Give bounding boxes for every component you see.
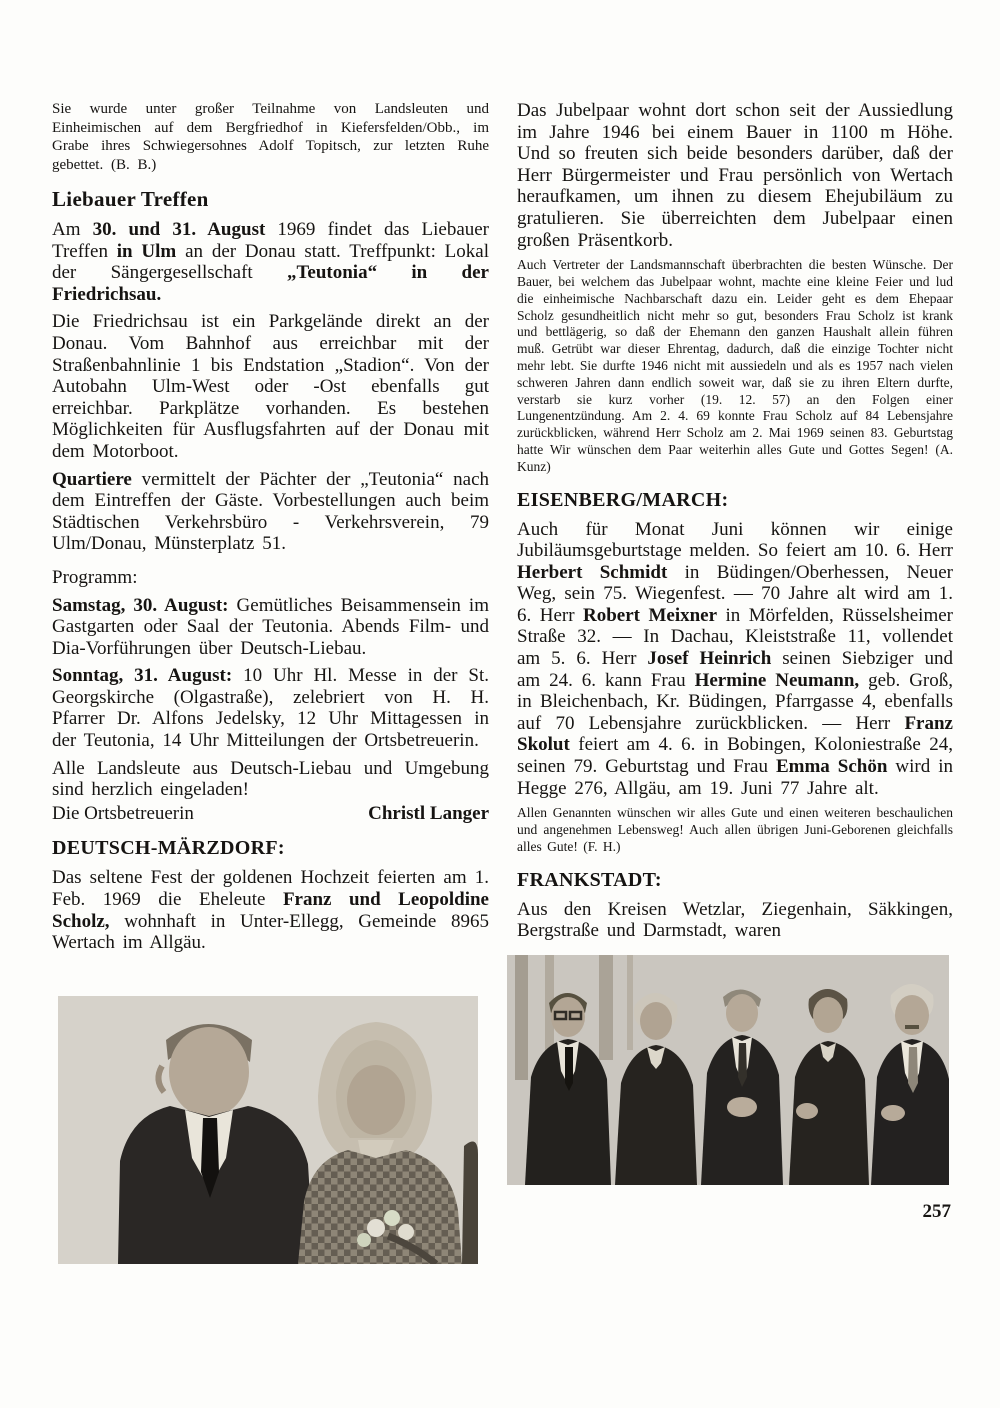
right-column: [517, 100, 953, 1223]
programm-sonntag-paragraph: Sonntag, 31. August: 10 Uhr Hl. Messe in der St. Georgskirche (Olgastraße), zelebriert von H. H. Pfarrer Dr. Alfons Jedelsky, 12 Uhr Mittagessen in der Teutonia, 14 Uhr Mitteilungen der Ortsbetreuerin.: [52, 665, 490, 752]
burial-notice-paragraph: Sie wurde unter großer Teilnahme von Landsleuten und Einheimischen auf dem Bergfriedhof in Kiefersfelden/Obb., im Grabe ihres Schwiegersohnes Adolf Topitsch, zur letzten Ruhe gebettet. (B. B.): [52, 101, 489, 173]
signature-role: Die Ortsbetreuerin: [52, 802, 194, 824]
section-heading-deutsch-maerzdorf: DEUTSCH-MÄRZDORF:: [52, 837, 285, 860]
jubelpaar-paragraph: Das Jubelpaar wohnt dort schon seit der Aussiedlung im Jahre 1946 bei einem Bauer in 1100 m Höhe. Und so freuten sich beide besonders darüber, daß der Herr Bürgermeister und Frau persönlich von Wertach heraufkamen, um ihnen zu diesem Ehejubiläum zu gratulieren. Sie überreichten dem Jubelpaar einen großen Präsentkorb.: [517, 100, 953, 251]
quartiere-paragraph: Quartiere vermittelt der Pächter der „Teutonia“ nach dem Eintreffen der Gäste. Vorbestellungen auch beim Städtischen Verkehrsbüro - Verkehrsverein, 79 Ulm/Donau, Münsterplatz 51.: [52, 468, 489, 555]
signature-row: [52, 803, 489, 825]
juni-geburtstage-paragraph: Auch für Monat Juni können wir einige Jubiläumsgeburtstage melden. So feiert am 10. 6. Herr Herbert Schmidt in Büdingen/Oberhessen, Neuer Weg, sein 75. Wiegenfest. — 70 Jahre alt wird am 1. 6. Herr Robert Meixner in Mörfelden, Rüsselsheimer Straße 32. — In Dachau, Kleiststraße 11, vollendet am 5. 6. Herr Josef Heinrich seinen Siebziger und am 24. 6. kann Frau Hermine Neumann, geb. Groß, in Bleichenbach, Kr. Büdingen, Pfarrgasse 4, ebenfalls auf 70 Lebensjahre zurückblicken. — Herr Franz Skolut feiert am 4. 6. in Bobingen, Koloniestraße 24, seinen 79. Geburtstag und Frau Emma Schön wird in Hegge 276, Allgäu, am 19. Juni 77 Jahre alt.: [517, 518, 954, 799]
jubilee-details-paragraph: Auch Vertreter der Landsmannschaft überbrachten die besten Wünsche. Der Bauer, bei welchem das Jubelpaar wohnt, machte eine kleine Feier und lud die einheimische Nachbarschaft dazu ein. Leider geht es dem Ehepaar Scholz gesundheitlich nicht mehr so gut, besonders Frau Scholz ist krank und bettlägerig, so daß der Ehemann den ganzen Haushalt allein führen muß. Getrübt war dieser Ehrentag, dadurch, daß die einzige Tochter nicht mehr lebt. Sie durfte 1946 nicht mit aussiedeln und als es 1957 nach vielen schweren Jahren dann endlich soweit war, daß sie zu ihren Eltern durfte, verstarb sie kurz vorher (19. 12. 57) an den Folgen einer Lungenentzündung. Am 2. 4. 69 konnte Frau Scholz auf 84 Lebensjahre zurückblicken, während Herr Scholz am 2. Mai 1969 seinen 83. Geburtstag hatte Wir wünschen dem Paar weiterhin alles Gute und Gottes Segen! (A. Kunz): [517, 257, 953, 474]
glueckwunsch-paragraph: Allen Genannten wünschen wir alles Gute und einen weiteren beschaulichen und angenehmen Lebensweg! Auch allen übrigen Juni-Geborenen gleichfalls alles Gute! (F. H.): [517, 805, 953, 854]
frankstadt-paragraph: Aus den Kreisen Wetzlar, Ziegenhain, Säkkingen, Bergstraße und Darmstadt, waren: [517, 898, 953, 942]
section-heading-eisenberg-march: EISENBERG/MARCH:: [517, 488, 729, 511]
page-number: 257: [922, 1200, 951, 1222]
section-heading-frankstadt: FRANKSTADT:: [517, 868, 662, 891]
photo-frankstadt-group: [507, 955, 953, 1185]
einladung-paragraph: Alle Landsleute aus Deutsch-Liebau und Umgebung sind herzlich eingeladen!: [52, 757, 489, 801]
photo-golden-wedding-couple: [58, 996, 489, 1264]
treffen-date-paragraph: Am 30. und 31. August 1969 findet das Liebauer Treffen in Ulm an der Donau statt. Treffpunkt: Lokal der Sängergesellschaft „Teutonia“ in der Friedrichsau.: [52, 219, 490, 305]
goldene-hochzeit-paragraph: Das seltene Fest der goldenen Hochzeit feierten am 1. Feb. 1969 die Eheleute Franz und Leopoldine Scholz, wohnhaft in Unter-Ellegg, Gemeinde 8965 Wertach im Allgäu.: [52, 867, 489, 954]
programm-samstag-paragraph: Samstag, 30. August: Gemütliches Beisammensein im Gastgarten oder Saal der Teutonia. Abends Film- und Dia-Vorführungen über Deutsch-Liebau.: [52, 594, 489, 659]
friedrichsau-paragraph: Die Friedrichsau ist ein Parkgelände direkt an der Donau. Vom Bahnhof aus erreichbar mit der Straßenbahnlinie 1 bis Endstation „Stadion“. Von der Autobahn Ulm-West oder -Ost ebenfalls gut erreichbar. Parkplätze vorhanden. Es bestehen Möglichkeiten für Ausflugsfahrten auf der Donau mit dem Motorboot.: [52, 311, 489, 462]
section-heading-liebauer-treffen: Liebauer Treffen: [52, 187, 209, 211]
signature-name: Christl Langer: [368, 802, 489, 824]
left-column: [52, 100, 489, 1264]
programm-label: Programm:: [52, 566, 138, 588]
